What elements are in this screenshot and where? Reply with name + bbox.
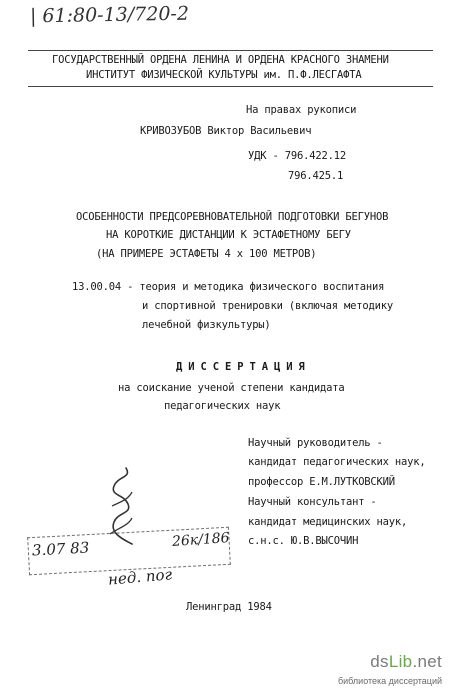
udk-line-2: 796.425.1 — [288, 170, 344, 182]
specialty-line-2: и спортивной тренировки (включая методику — [142, 300, 393, 312]
advisor-line-1: Научный руководитель - — [248, 437, 383, 449]
handwritten-archive-code: | 61:80-13/720-2 — [29, 2, 190, 28]
logo-subtitle: библиотека диссертаций — [337, 676, 442, 686]
specialty-line-1: 13.00.04 - теория и методика физического воспитания — [72, 281, 385, 293]
logo-wordmark: dsLib.net — [370, 652, 442, 671]
author-name: КРИВОЗУБОВ Виктор Васильевич — [140, 125, 312, 137]
stamp-date: 3.07 83 — [31, 538, 90, 560]
title-line-1: ОСОБЕННОСТИ ПРЕДСОРЕВНОВАТЕЛЬНОЙ ПОДГОТОВКИ БЕГУНОВ — [76, 211, 389, 223]
advisor-line-3: профессор Е.М.ЛУТКОВСКИЙ — [248, 476, 395, 488]
header-bottom-rule — [28, 86, 433, 87]
institution-line-1: ГОСУДАРСТВЕННЫЙ ОРДЕНА ЛЕНИНА И ОРДЕНА КРАСНОГО ЗНАМЕНИ — [52, 54, 389, 66]
dslib-logo — [330, 652, 442, 692]
dissertation-line-1: на соискание ученой степени кандидата — [118, 382, 345, 394]
header-top-rule — [28, 50, 433, 51]
specialty-line-3: лечебной физкультуры) — [142, 319, 271, 331]
title-line-2: НА КОРОТКИЕ ДИСТАНЦИИ К ЭСТАФЕТНОМУ БЕГУ — [106, 229, 351, 241]
institution-line-2: ИНСТИТУТ ФИЗИЧЕСКОЙ КУЛЬТУРЫ им. П.Ф.ЛЕСГАФТА — [86, 69, 362, 81]
consultant-line-3: с.н.с. Ю.В.ВЫСОЧИН — [248, 535, 359, 547]
handwritten-note: нед. пог — [107, 565, 173, 589]
stamp-code: 26к/186 — [171, 530, 231, 550]
place-and-year: Ленинград 1984 — [186, 601, 272, 613]
dissertation-heading: Д И С С Е Р Т А Ц И Я — [176, 361, 305, 373]
udk-line-1: УДК - 796.422.12 — [248, 150, 346, 162]
advisor-line-2: кандидат педагогических наук, — [248, 456, 426, 468]
manuscript-note: На правах рукописи — [246, 104, 357, 116]
title-line-3: (НА ПРИМЕРЕ ЭСТАФЕТЫ 4 х 100 МЕТРОВ) — [96, 248, 317, 260]
consultant-line-1: Научный консультант - — [248, 496, 377, 508]
dissertation-line-2: педагогических наук — [164, 400, 281, 412]
consultant-line-2: кандидат медицинских наук, — [248, 516, 408, 528]
